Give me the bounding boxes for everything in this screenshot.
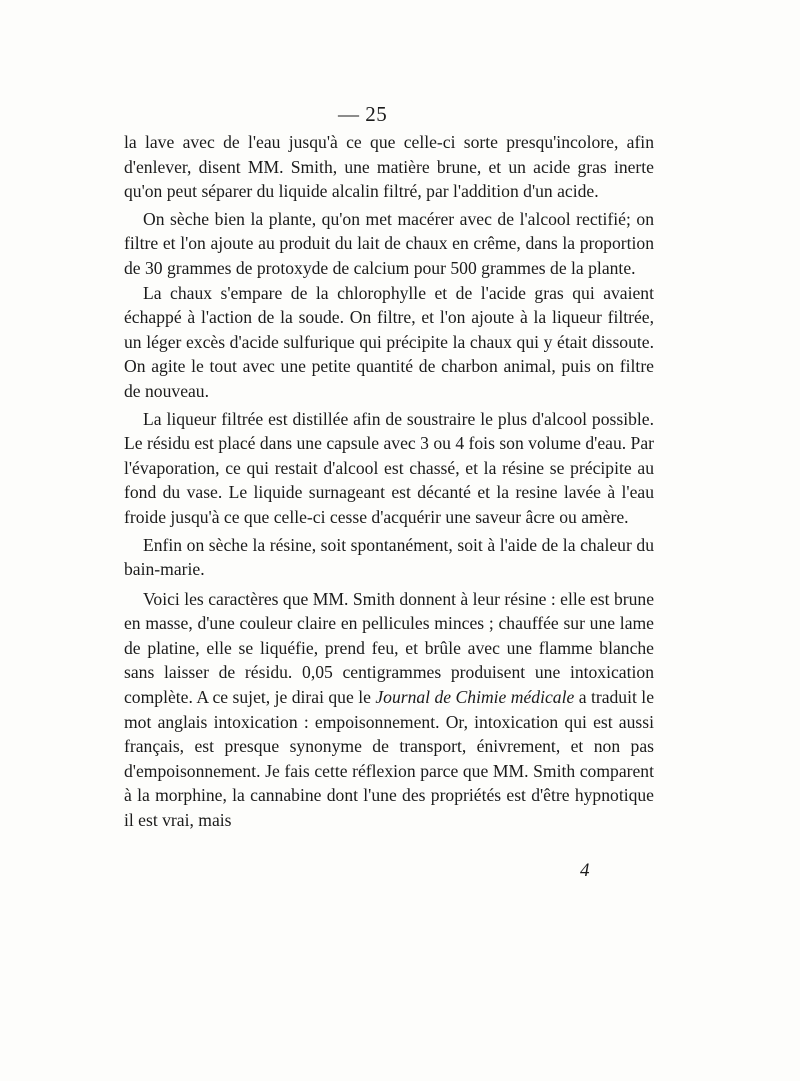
paragraph-5: Enfin on sèche la résine, soit spontanément, soit à l'aide de la chaleur du bain-marie. [124,534,654,580]
paragraph-3: La chaux s'empare de la chlorophylle et de l'acide gras qui avaient échappé à l'action de la soude. On filtre, et l'on ajoute à la liqueur filtrée, un léger excès d'acide sulfurique qui précipite la chaux qui y était dissoute. On agite le tout avec une petite quantité de charbon animal, puis on filtre de nouveau. [124,282,654,401]
page-number: — 25 [338,102,388,126]
paragraph-6-part-2: a traduit le mot anglais intoxication : empoisonnement. Or, intoxication qui est aussi français, est presque synonyme de transport, énivrement, et non pas d'empoisonnement. Je fais cette réflexion parce que MM. Smith comparent à la morphine, la cannabine dont l'une des propriétés est d'être hypnotique il est vrai, mais [124,687,655,831]
paragraph-4: La liqueur filtrée est distillée afin de soustraire le plus d'alcool possible. Le résidu est placé dans une capsule avec 3 ou 4 fois son volume d'eau. Par l'évaporation, ce qui restait d'alcool est chassé, et la résine se précipite au fond du vase. Le liquide surnageant est décanté et la resine lavée à l'eau froide jusqu'à ce que celle-ci cesse d'acquérir une saveur âcre ou amère. [124,408,654,527]
paragraph-2: On sèche bien la plante, qu'on met macérer avec de l'alcool rectifié; on filtre et l'on ajoute au produit du lait de chaux en crême, dans la proportion de 30 grammes de protoxyde de calcium pour 500 grammes de la plante. [124,208,654,278]
signature-mark: 4 [580,860,590,881]
paragraph-6-part-1: Voici les caractères que MM. Smith donnent à leur résine : elle est brune en masse, d'une couleur claire en pellicules minces ; chauffée sur une lame de platine, elle se liquéfie, prend feu, et brûle avec une flamme blanche sans laisser de résidu. 0,05 centigrammes produisent une intoxication complète. A ce sujet, je dirai que le [124,588,654,708]
paragraph-1: la lave avec de l'eau jusqu'à ce que celle-ci sorte presqu'incolore, afin d'enlever, disent MM. Smith, une matière brune, et un acide gras inerte qu'on peut séparer du liquide alcalin filtré, par l'addition d'un acide. [124,132,654,202]
journal-title: Journal de Chimie médicale [375,687,575,708]
paragraph-6 [124,587,654,833]
body-text [124,130,654,833]
